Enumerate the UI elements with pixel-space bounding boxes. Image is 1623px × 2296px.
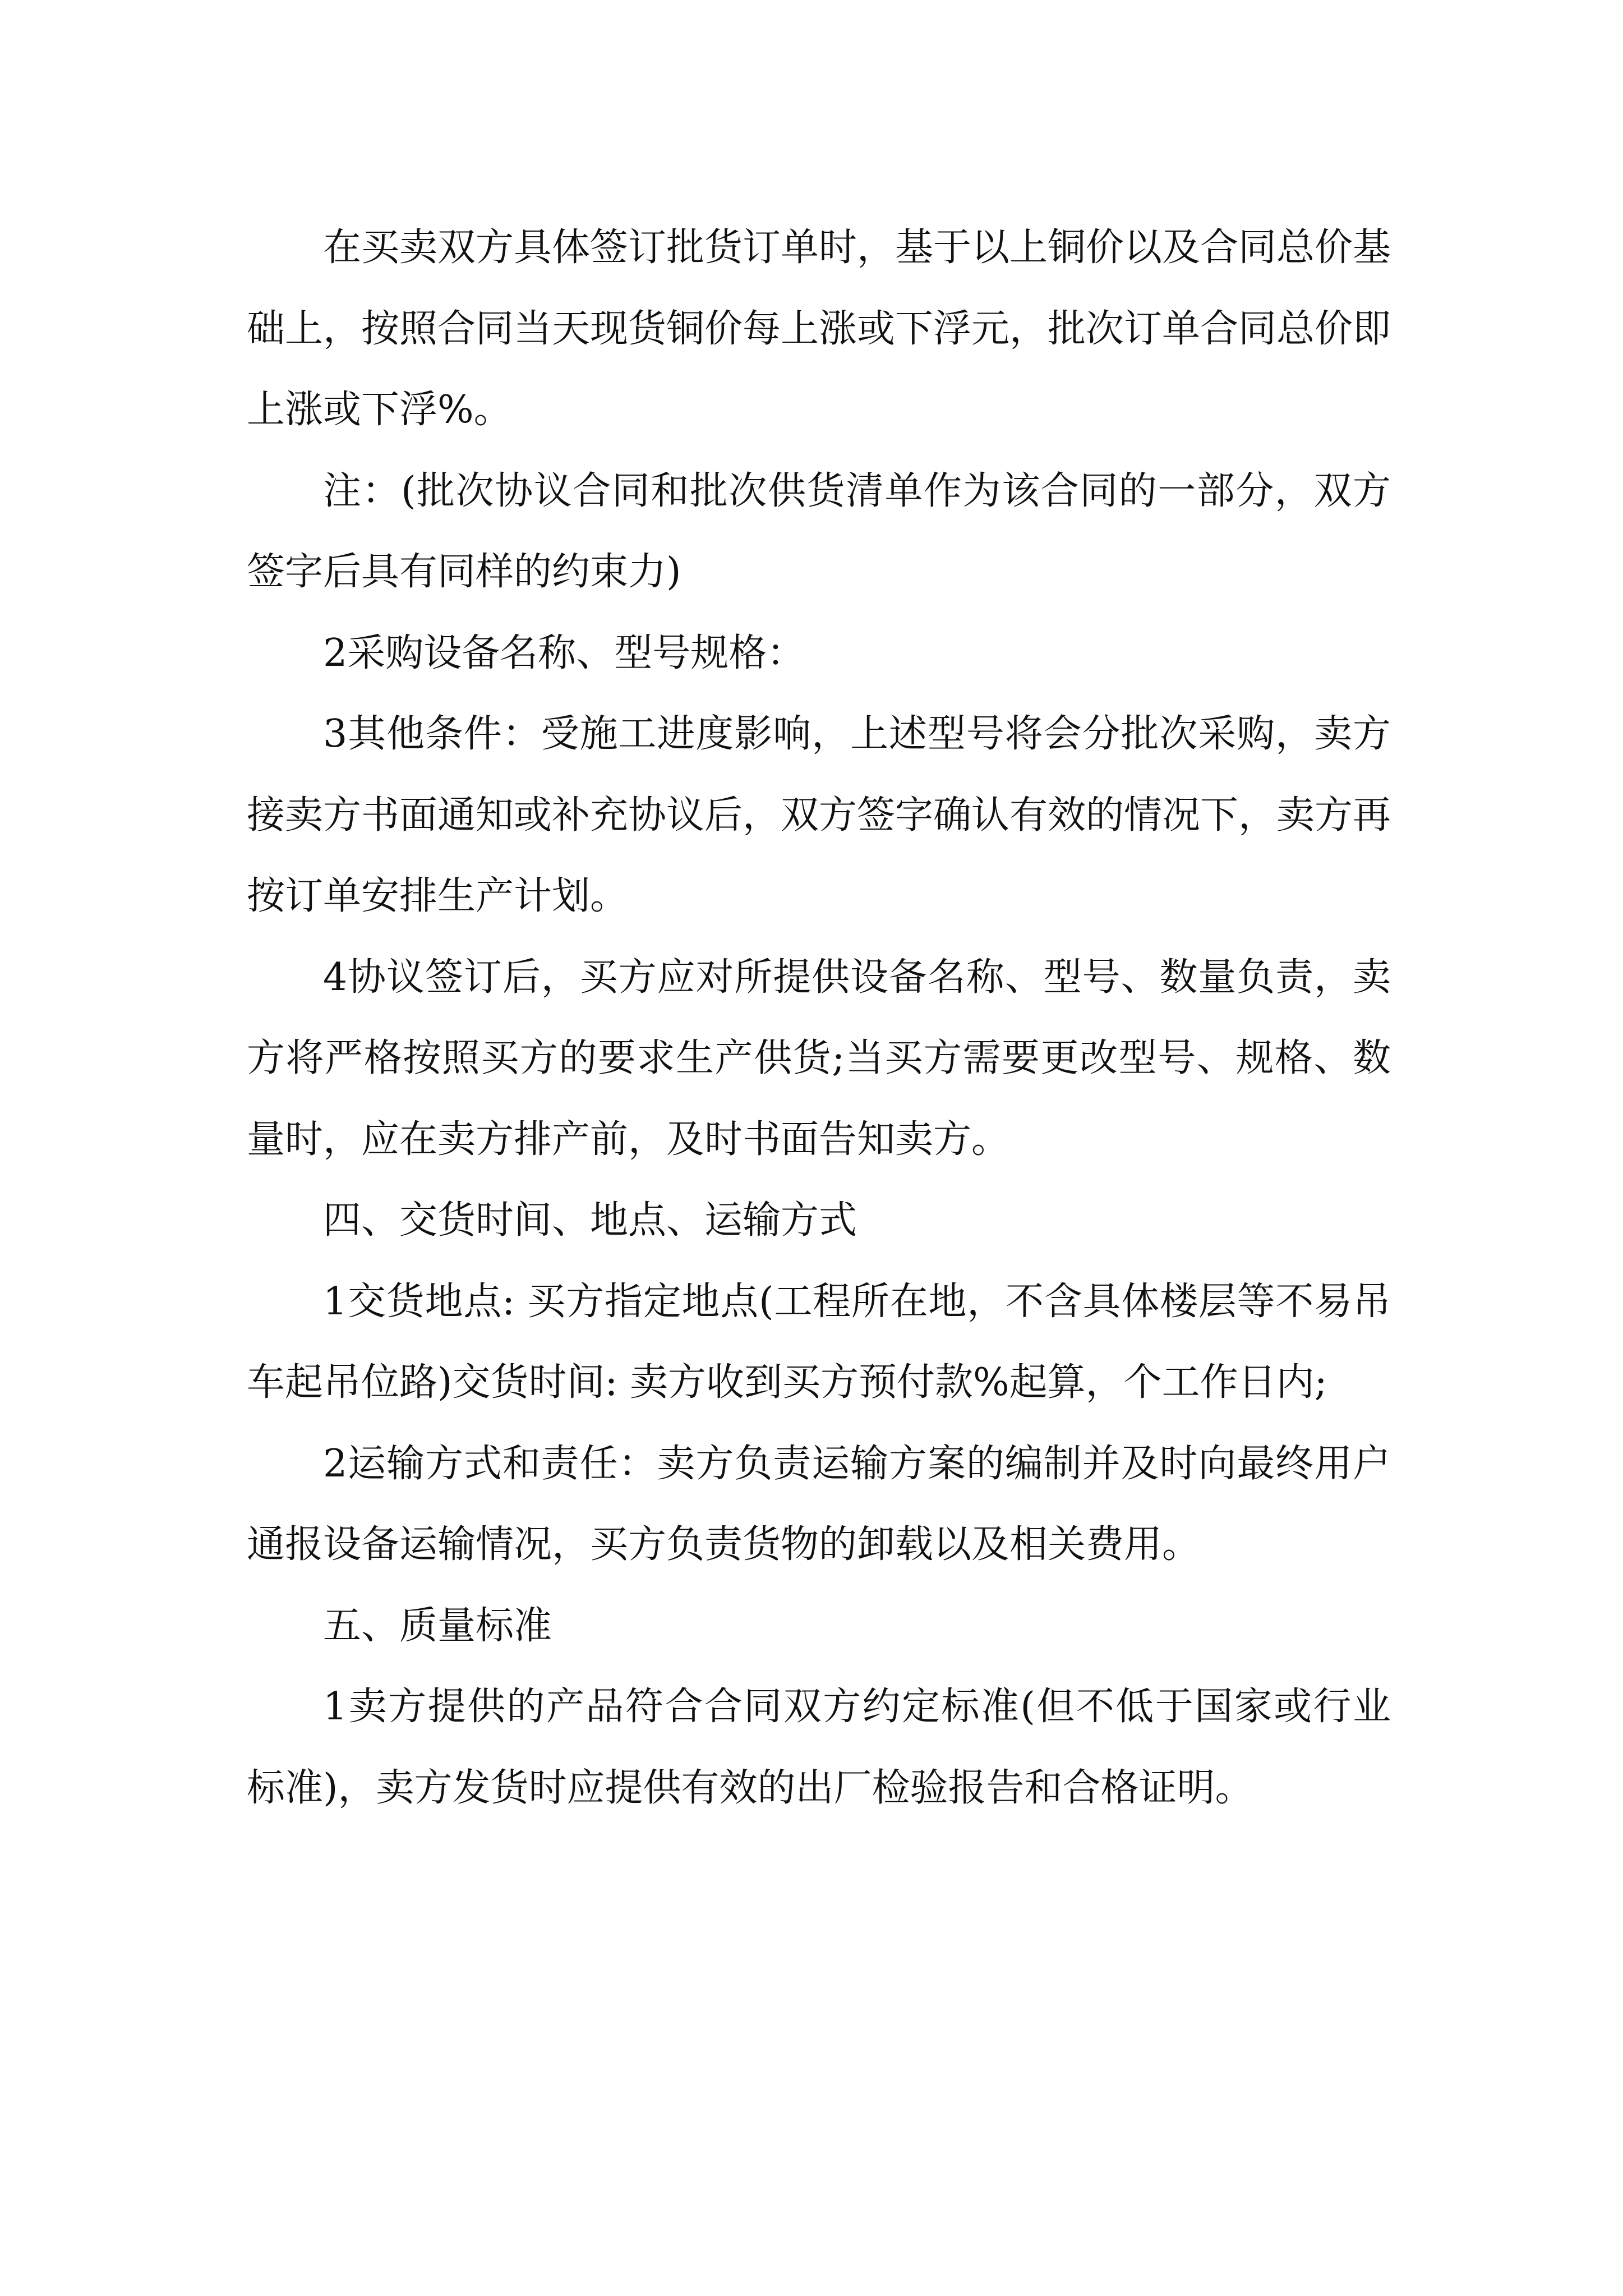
paragraph-equipment-spec: 2采购设备名称、型号规格：	[323, 631, 805, 675]
document-body	[247, 208, 1391, 1829]
paragraph-other-conditions: 3其他条件：受施工进度影响，上述型号将会分批次采购，卖方接卖方书面通知或补充协议后，双方签字确认有效的情况下，卖方再按订单安排生产计划。	[247, 712, 1391, 918]
paragraph-note: 注：(批次协议合同和批次供货清单作为该合同的一部分，双方签字后具有同样的约束力)	[247, 468, 1391, 594]
paragraph-quality-standard: 1卖方提供的产品符合合同双方约定标准(但不低于国家或行业标准)，卖方发货时应提供有效的出厂检验报告和合格证明。	[247, 1685, 1391, 1810]
paragraph-delivery-location: 1交货地点: 买方指定地点(工程所在地，不含具体楼层等不易吊车起吊位路)交货时间: 卖方收到买方预付款%起算，个工作日内;	[247, 1279, 1391, 1405]
paragraph-price-adjustment: 在买卖双方具体签订批货订单时，基于以上铜价以及合同总价基础上，按照合同当天现货铜价每上涨或下浮元，批次订单合同总价即上涨或下浮%。	[247, 226, 1391, 432]
section-heading-quality: 五、质量标准	[323, 1603, 552, 1648]
paragraph-transport: 2运输方式和责任：卖方负责运输方案的编制并及时向最终用户通报设备运输情况，买方负责货物的卸载以及相关费用。	[247, 1441, 1391, 1567]
section-heading-delivery: 四、交货时间、地点、运输方式	[323, 1198, 857, 1243]
paragraph-agreement-responsibility: 4协议签订后，买方应对所提供设备名称、型号、数量负责，卖方将严格按照买方的要求生产供货;当买方需要更改型号、规格、数量时，应在卖方排产前，及时书面告知卖方。	[247, 955, 1391, 1162]
